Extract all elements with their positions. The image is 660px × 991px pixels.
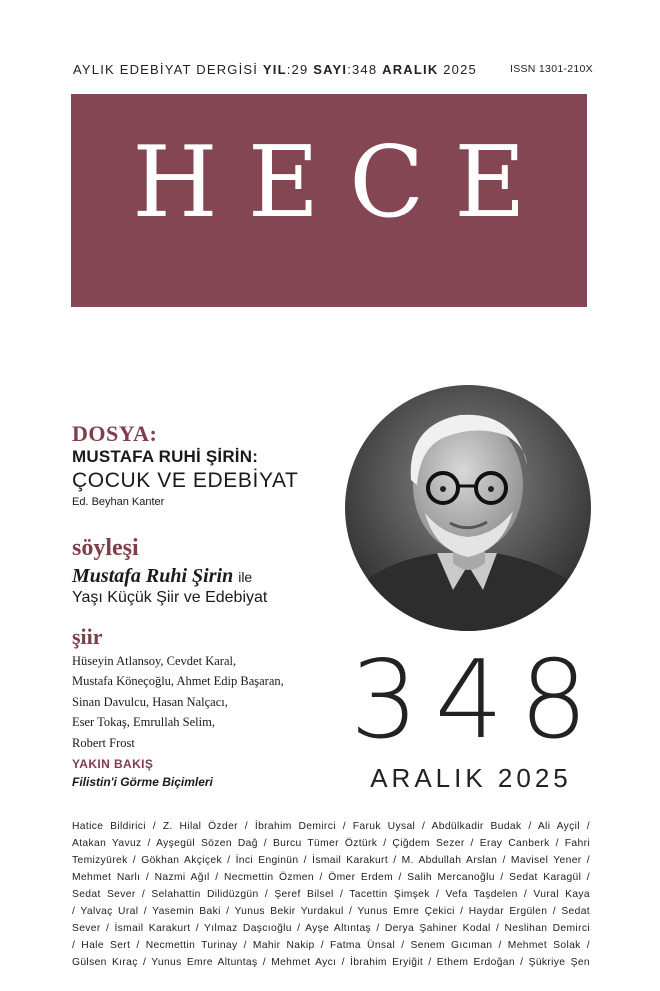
contributor-line: Sever / İsmail Karakurt / Yılmaz Daşcıoğlu / Ayşe Altıntaş / Derya Şahiner Kodal / Neslihan Demirci [72,923,590,934]
dosya-subject: MUSTAFA RUHİ ŞİRİN: [72,447,259,466]
contributor-line: Atakan Yavuz / Ayşegül Sözen Dağ / Burcu Tümer Öztürk / Çiğdem Sezer / Eray Canberk / Fahri [72,838,590,849]
magazine-type: AYLIK EDEBİYAT DERGİSİ [73,62,259,77]
poet-line: Mustafa Köneçoğlu, Ahmet Edip Başaran, [72,674,284,689]
dosya-editor: Ed. Beyhan Kanter [72,496,165,508]
author-portrait [345,385,591,631]
yakin-bakis-subtitle: Filistin'i Görme Biçimleri [72,775,213,789]
masthead [71,94,587,307]
contributor-line: Temizyürek / Gökhan Akçiçek / İnci Enginün / İsmail Karakurt / M. Abdullah Arslan / Mavisel Yener / [72,855,590,866]
year-value: :29 [286,62,309,77]
issue-number: 348 [350,638,605,763]
issue-label: SAYI [313,62,348,77]
soylesi-label: söyleşi [72,535,139,561]
poet-line: Robert Frost [72,735,135,750]
magazine-header-line [73,62,593,77]
soylesi-connector: ile [238,569,253,585]
soylesi-guest-line [72,565,252,588]
contributor-line: Sedat Sever / Selahattin Dilidüzgün / Şeref Bilsel / Tacettin Şimşek / Vefa Taşdelen / Vural Kaya [72,889,590,900]
poet-line: Hüseyin Atlansoy, Cevdet Karal, [72,654,237,668]
contributor-line: Mehmet Narlı / Nazmi Ağıl / Necmettin Özmen / Ömer Erdem / Salih Mercanoğlu / Sedat Karagül / [72,872,590,883]
poet-line: Sinan Davulcu, Hasan Nalçacı, [72,694,228,709]
soylesi-guest: Mustafa Ruhi Şirin [72,565,234,587]
contributor-line: Hatice Bildirici / Z. Hilal Özder / İbrahim Demirci / Faruk Uysal / Abdülkadir Budak / Ali Ayçil / [72,821,590,832]
contributor-line: Gülsen Kıraç / Yunus Emre Altuntaş / Mehmet Aycı / İbrahim Eryiğit / Ethem Erdoğan / Şükriye Şen [72,957,590,968]
dosya-title: ÇOCUK VE EDEBİYAT [72,469,299,492]
siir-poet-list [72,651,332,753]
year-label: YIL [262,62,287,77]
siir-label: şiir [72,624,103,649]
poet-line: Eser Tokaş, Emrullah Selim, [72,715,215,730]
contributor-line: / Hale Sert / Necmettin Turinay / Mahir Nakip / Fatma Ünsal / Senem Gıcıman / Mehmet Solak / [72,940,590,951]
issn: ISSN 1301-210X [509,63,593,75]
month-label: ARALIK [382,62,439,77]
dosya-label: DOSYA: [72,421,158,446]
contributor-list [72,818,590,971]
month-year: 2025 [443,62,477,77]
yakin-bakis-label: YAKIN BAKIŞ [72,757,154,771]
contributor-line: / Yalvaç Ural / Yasemin Baki / Yunus Bekir Yurdakul / Yunus Emre Çekici / Haydar Ergülen / Sedat [72,906,590,917]
soylesi-topic: Yaşı Küçük Şiir ve Edebiyat [72,589,268,606]
portrait-image [345,385,591,631]
magazine-title: HECE [132,126,556,240]
issue-value: :348 [347,62,378,77]
issue-date: ARALIK 2025 [370,763,572,793]
